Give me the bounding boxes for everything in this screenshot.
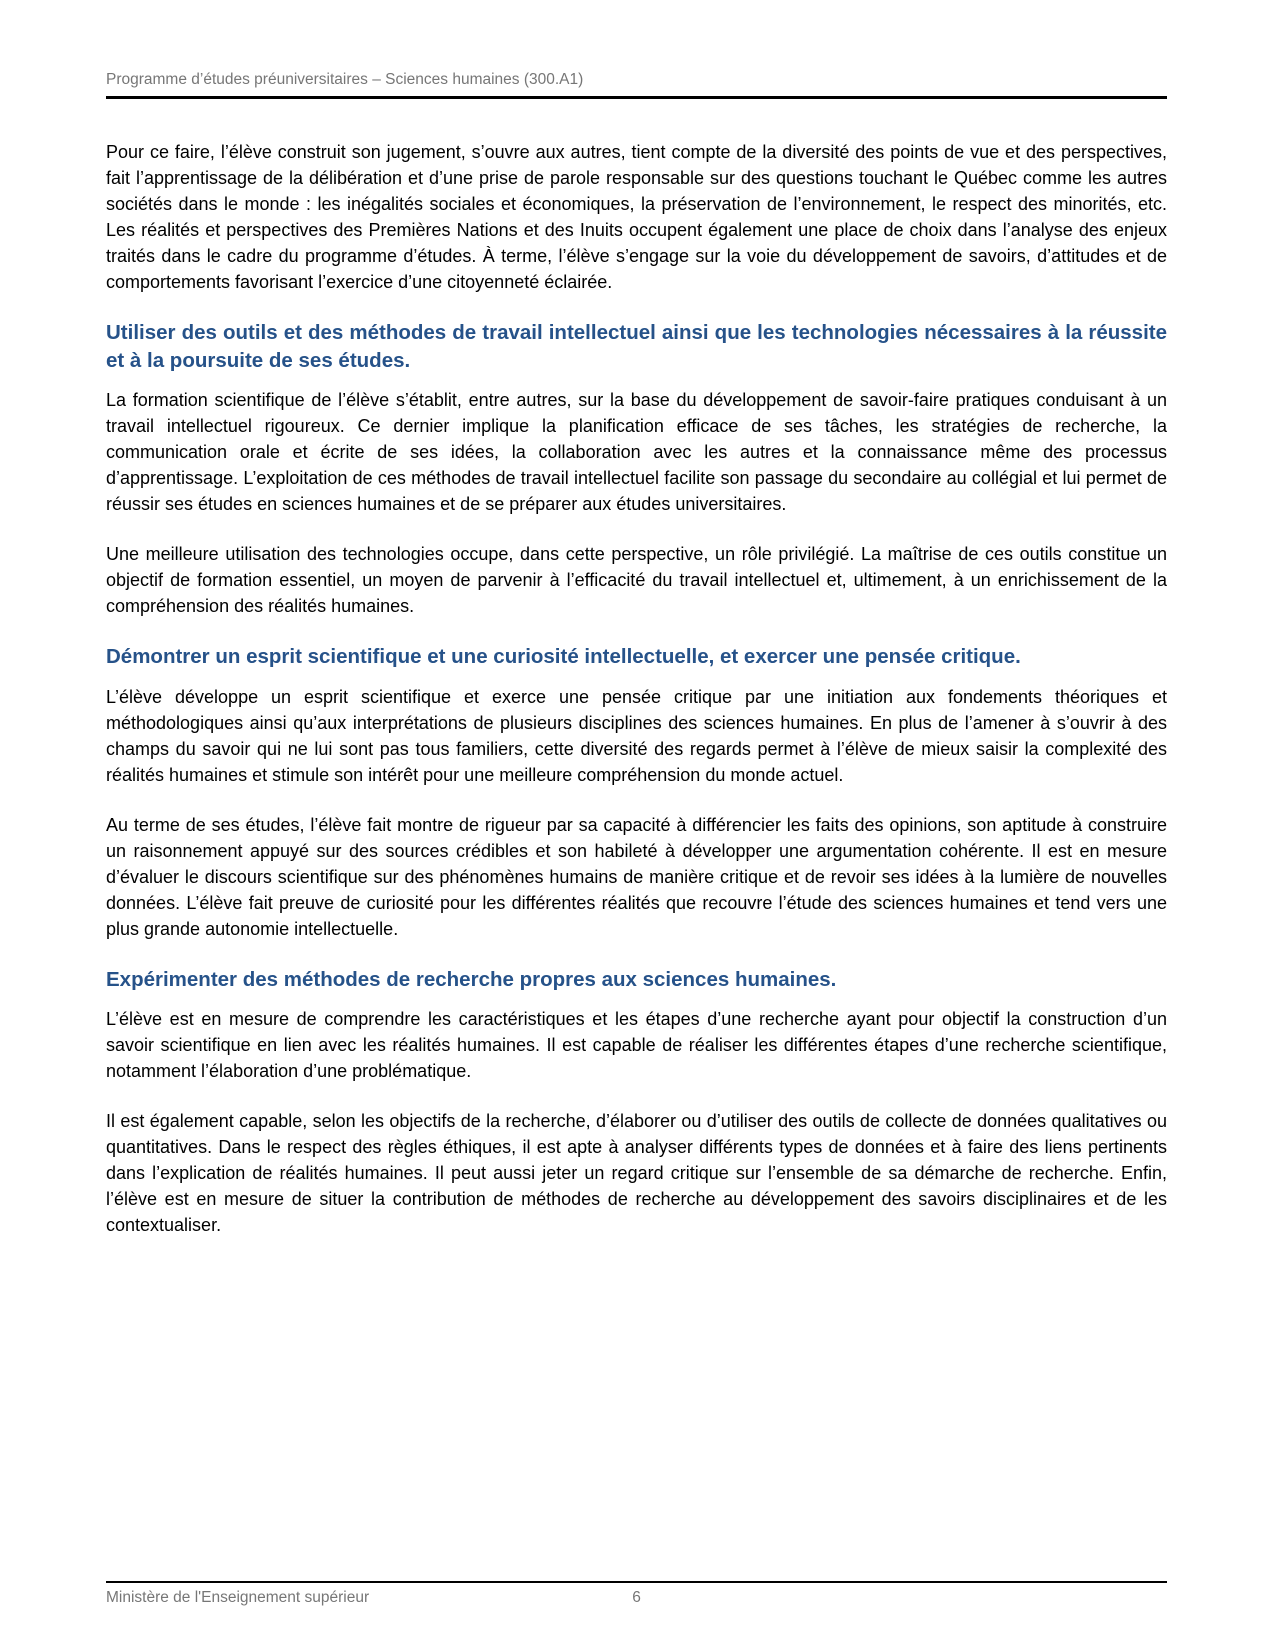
footer-row	[106, 1589, 1167, 1607]
page-header	[106, 70, 1167, 99]
section-heading-tools-methods: Utiliser des outils et des méthodes de travail intellectuel ainsi que les technologies nécessaires à la réussite et à la poursuite de ses études.	[106, 321, 1167, 372]
footer-page-number: 6	[632, 1589, 641, 1606]
paragraph-scientific-training: La formation scientifique de l’élève s’établit, entre autres, sur la base du développement de savoir-faire pratiques conduisant à un travail intellectuel rigoureux. Ce dernier implique la planification efficace de ses tâches, les stratégies de recherche, la communication orale et écrite de ses idées, la collaboration avec les autres et la connaissance même des processus d’apprentissage. L’exploitation de ces méthodes de travail intellectuel facilite son passage du secondaire au collégial et lui permet de réussir ses études en sciences humaines et de se préparer aux études universitaires.	[106, 390, 1167, 514]
page-footer	[106, 1581, 1167, 1607]
paragraph-technologies: Une meilleure utilisation des technologies occupe, dans cette perspective, un rôle privilégié. La maîtrise de ces outils constitue un objectif de formation essentiel, un moyen de parvenir à l’efficacité du travail intellectuel et, ultimement, à un enrichissement de la compréhension des réalités humaines.	[106, 544, 1167, 616]
paragraph-data-collection: Il est également capable, selon les objectifs de la recherche, d’élaborer ou d’utiliser des outils de collecte de données qualitatives ou quantitatives. Dans le respect des règles éthiques, il est apte à analyser différents types de données et à faire des liens pertinents dans l’explication de réalités humaines. Il peut aussi jeter un regard critique sur l’ensemble de sa démarche de recherche. Enfin, l’élève est en mesure de situer la contribution de méthodes de recherche au développement des savoirs disciplinaires et de les contextualiser.	[106, 1111, 1167, 1235]
header-title: Programme d’études préuniversitaires – Sciences humaines (300.A1)	[106, 71, 584, 88]
paragraph-critical-thinking: L’élève développe un esprit scientifique et exerce une pensée critique par une initiation aux fondements théoriques et méthodologiques ainsi qu’aux interprétations de plusieurs disciplines des sciences humaines. En plus de l’amener à s’ouvrir à des champs du savoir qui ne lui sont pas tous familiers, cette diversité des regards permet à l’élève de mieux saisir la complexité des réalités humaines et stimule son intérêt pour une meilleure compréhension du monde actuel.	[106, 686, 1167, 785]
paragraph-intro-citizenship: Pour ce faire, l’élève construit son jugement, s’ouvre aux autres, tient compte de la diversité des points de vue et des perspectives, fait l’apprentissage de la délibération et d’une prise de parole responsable sur des questions touchant le Québec comme les autres sociétés dans le monde : les inégalités sociales et économiques, la préservation de l’environnement, le respect des minorités, etc. Les réalités et perspectives des Premières Nations et des Inuits occupent également une place de choix dans l’analyse des enjeux traités dans le cadre du programme d’études. À terme, l’élève s’engage sur la voie du développement de savoirs, d’attitudes et de comportements favorisant l’exercice d’une citoyenneté éclairée.	[106, 142, 1167, 292]
section-heading-scientific-spirit: Démontrer un esprit scientifique et une curiosité intellectuelle, et exercer une pensée critique.	[106, 645, 1021, 668]
paragraph-research-steps: L’élève est en mesure de comprendre les caractéristiques et les étapes d’une recherche ayant pour objectif la construction d’un savoir scientifique en lien avec les réalités humaines. Il est capable de réaliser les différentes étapes d’une recherche scientifique, notamment l’élaboration d’une problématique.	[106, 1009, 1167, 1081]
page-content	[106, 139, 1167, 1262]
section-heading-research-methods: Expérimenter des méthodes de recherche propres aux sciences humaines.	[106, 967, 837, 991]
footer-ministry: Ministère de l'Enseignement supérieur	[106, 1589, 370, 1606]
paragraph-rigour: Au terme de ses études, l’élève fait montre de rigueur par sa capacité à différencier les faits des opinions, son aptitude à construire un raisonnement appuyé sur des sources crédibles et son habileté à développer une argumentation cohérente. Il est en mesure d’évaluer le discours scientifique sur des phénomènes humains de manière critique et de revoir ses idées à la lumière de nouvelles données. L’élève fait preuve de curiosité pour les différentes réalités que recouvre l’étude des sciences humaines et tend vers une plus grande autonomie intellectuelle.	[106, 814, 1167, 939]
